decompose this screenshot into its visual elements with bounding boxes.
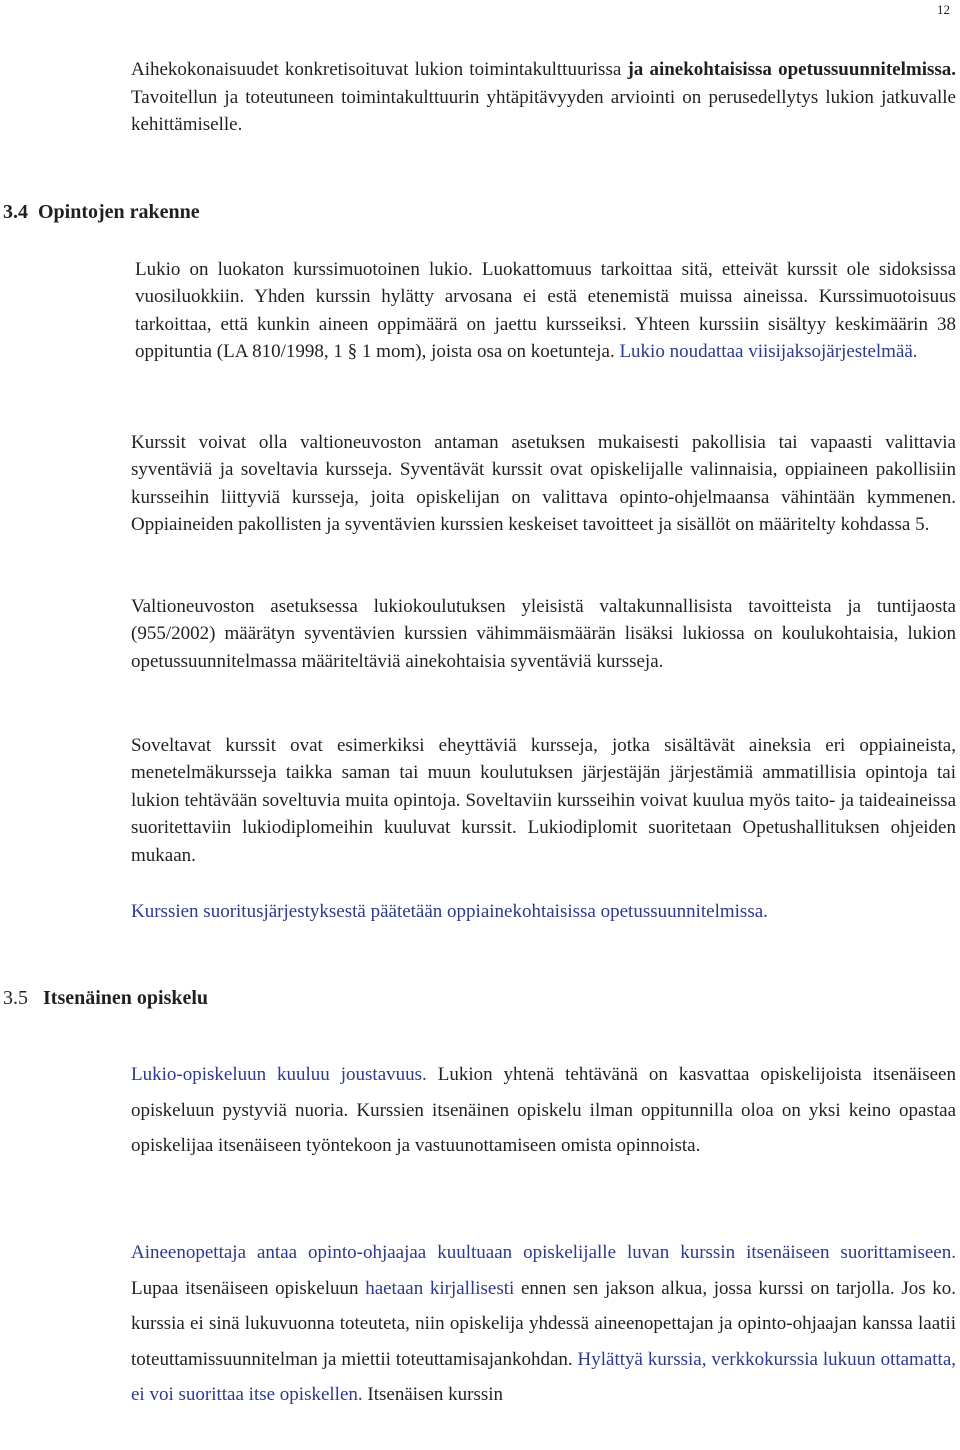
paragraph-flexibility	[131, 1057, 956, 1164]
highlighted-text: Lukio-opiskeluun kuuluu joustavuus.	[131, 1064, 427, 1085]
paragraph-permission	[131, 1235, 956, 1413]
text: Lukio on luokaton kurssimuotoinen lukio. Luokattomuus tarkoittaa sitä, etteivät kurssit ole sidoksissa vuosiluokkiin. Yhden kurssin hylätty arvosana ei estä etenemistä muissa aineissa. Kurssimuotoisuus tarkoittaa, että kunkin aineen oppimäärä on jaettu kursseiksi. Yhteen kurssiin sisältyy keskimäärin 38 oppituntia (LA 810/1998, 1 § 1 mom), joista osa on koetunteja.	[135, 259, 956, 362]
highlighted-text: Lukio noudattaa viisijaksojärjestelmää.	[619, 340, 918, 362]
text: Itsenäisen kurssin	[362, 1384, 504, 1406]
paragraph-course-types: Kurssit voivat olla valtioneuvoston antaman asetuksen mukaisesti pakollisia tai vapaasti valittavia syventäviä ja soveltavia kursseja. Syventävät kurssit ovat opiskelijalle valinnaisia, oppiaineen pakollisiin kursseihin liittyviä kursseja, joita opiskelijan on valittava opinto-ohjelmaansa vähintään kymmenen. Oppiaineiden pakollisten ja syventävien kurssien keskeiset tavoitteet ja sisällöt on määritelty kohdassa 5.	[131, 432, 956, 536]
section-title: Opintojen rakenne	[38, 201, 200, 223]
highlighted-text: Hylättyä kurssia, verkkokurssia lukuun ottamatta, ei voi suorittaa itse opiskellen.	[131, 1348, 957, 1406]
paragraph-intro	[131, 56, 956, 139]
paragraph-applied-courses: Soveltavat kurssit ovat esimerkiksi eheyttäviä kursseja, jotka sisältävät aineksia eri oppiaineista, menetelmäkursseja taikka saman tai muun koulutuksen järjestäjän järjestämiä ammatillisia opintoja tai lukion tehtävään soveltuvia muita opintoja. Soveltaviin kursseihin voivat kuulua myös taito- ja taideaineissa suoritettaviin lukiodiplomeihin kuuluvat kurssit. Lukiodiplomit suoritetaan Opetushallituksen ohjeiden mukaan.	[131, 735, 956, 866]
section-heading-3-5	[3, 987, 208, 1010]
section-number: 3.4	[3, 201, 28, 223]
section-heading-3-4	[3, 201, 200, 224]
text: Lukion yhtenä tehtävänä on kasvattaa opiskelijoista itsenäiseen opiskeluun pystyviä nuoria. Kurssien itsenäinen opiskelu ilman oppitunnilla oloa on yksi keino opastaa opiskelijaa itsenäiseen työntekoon ja vastuunottamiseen omista opinnoista.	[131, 1064, 956, 1156]
highlighted-text: Aineenopettaja antaa opinto-ohjaajaa kuultuaan opiskelijalle luvan kurssin itsenäiseen suorittamiseen.	[131, 1242, 956, 1263]
text: ennen sen jakson alkua, jossa kurssi on tarjolla. Jos ko. kurssia ei sinä lukuvuonna toteuteta, niin opiskelija yhdessä aineenopettajan ja opinto-ohjaajan kanssa laatii toteuttamissuunnitelman ja miettii toteuttamisajankohdan.	[131, 1277, 957, 1370]
paragraph-decree: Valtioneuvoston asetuksessa lukiokoulutuksen yleisistä valtakunnallisista tavoitteista ja tuntijaosta (955/2002) määrätyn syventävien kurssien vähimmäismäärän lisäksi lukiossa on koulukohtaisia, lukion opetussuunnitelmassa määriteltäviä ainekohtaisia syventäviä kursseja.	[131, 596, 956, 672]
highlighted-text: haetaan kirjallisesti	[365, 1277, 515, 1299]
text: Tavoitellun ja toteutuneen toimintakulttuurin yhtäpitävyyden arviointi on perusedellytys lukion jatkuvalle kehittämiselle.	[131, 86, 956, 135]
section-number: 3.5	[3, 987, 28, 1009]
text: Lupaa itsenäiseen opiskeluun	[131, 1277, 366, 1299]
paragraph-structure	[135, 256, 956, 365]
bold-text: ja ainekohtaisissa opetussuunnitelmissa.	[627, 59, 957, 80]
paragraph-order: Kurssien suoritusjärjestyksestä päätetään oppiainekohtaisissa opetussuunnitelmissa.	[131, 901, 768, 922]
text: Aihekokonaisuudet konkretisoituvat lukion toimintakulttuurissa	[131, 59, 628, 80]
page-number: 12	[937, 2, 950, 17]
section-title: Itsenäinen opiskelu	[43, 987, 209, 1009]
